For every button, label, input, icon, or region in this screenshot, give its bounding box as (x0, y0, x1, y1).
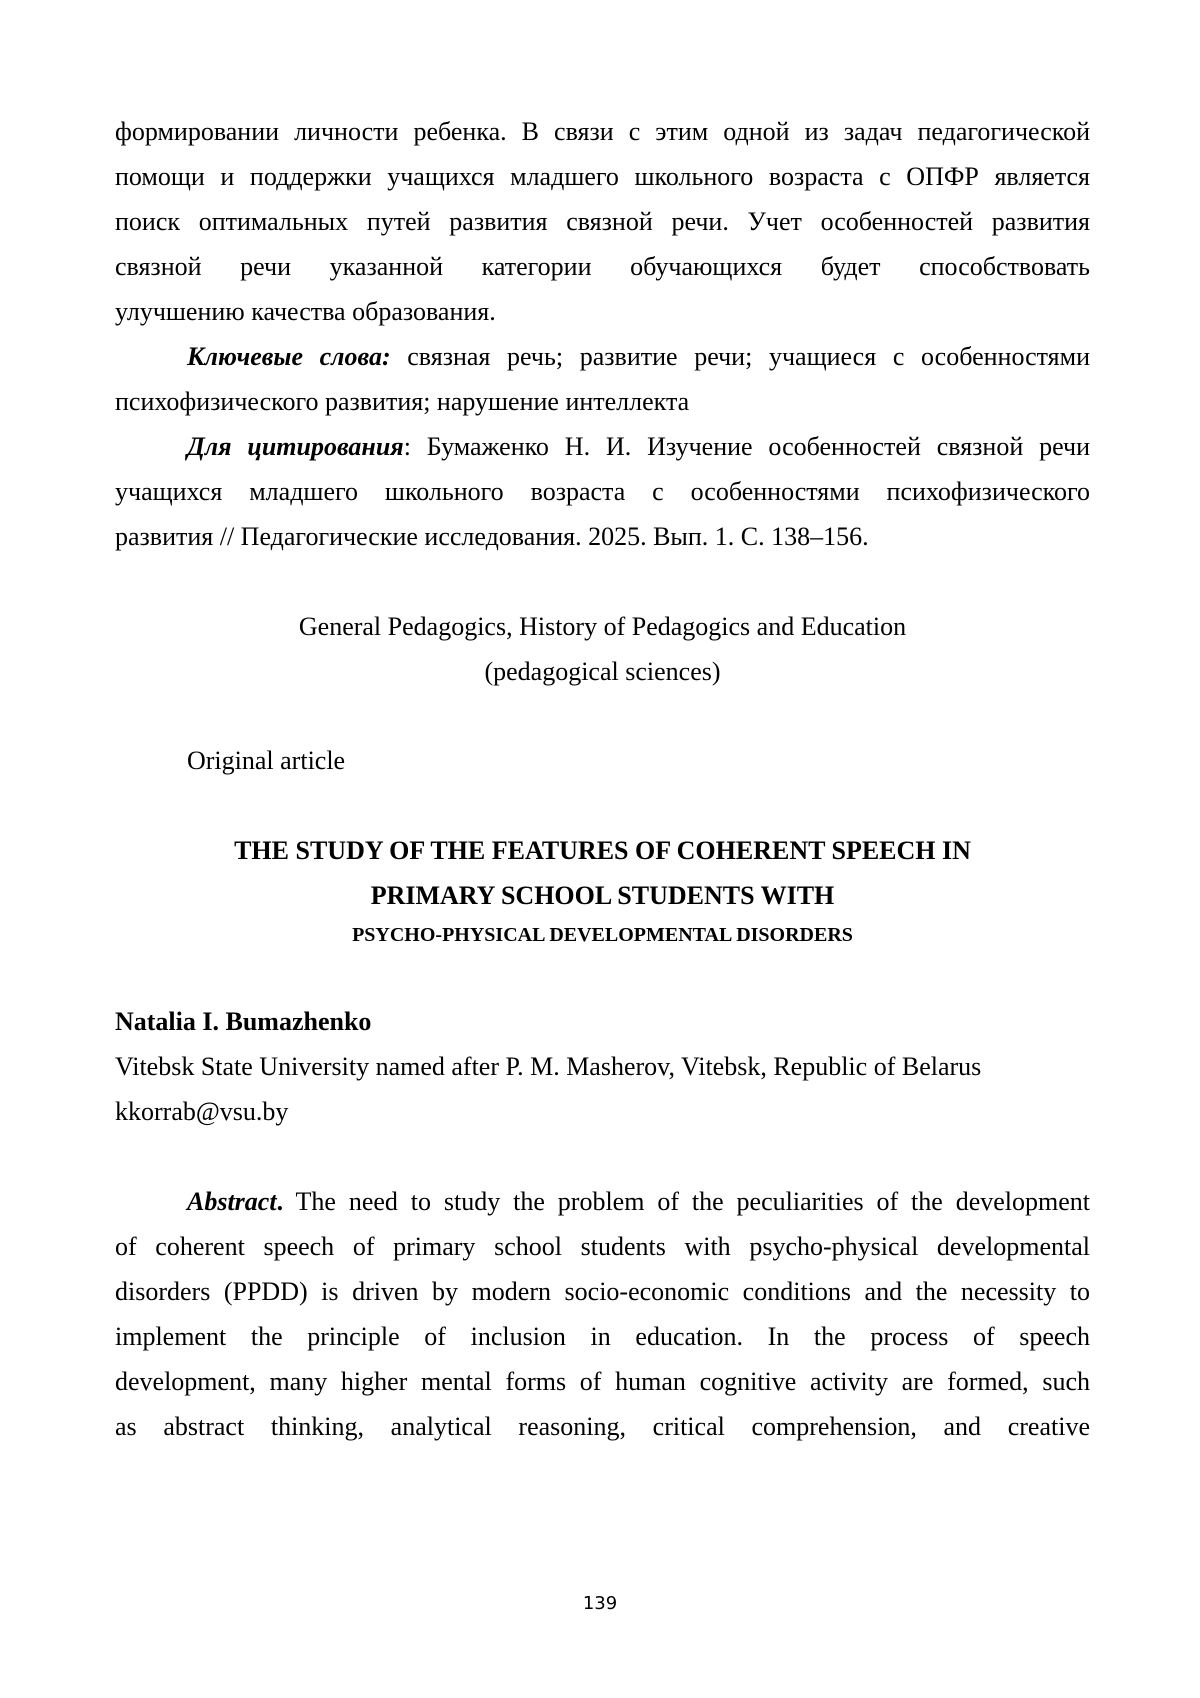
article-title-line: PRIMARY SCHOOL STUDENTS WITH (370, 881, 835, 910)
ru-paragraph-line: связной речи указанной категории обучающихся будет способствовать (115, 252, 1090, 281)
abstract-line: development, many higher mental forms of human cognitive activity are formed, such (115, 1367, 1090, 1396)
abstract-text: The need to study the problem of the peculiarities of the development (283, 1187, 1090, 1216)
abstract-line (115, 1177, 1090, 1226)
article-title-line: THE STUDY OF THE FEATURES OF COHERENT SPEECH IN (234, 836, 971, 865)
keywords-text: связная речь; развитие речи; учащиеся с особенностями (390, 342, 1090, 371)
keywords-label: Ключевые слова: (187, 342, 391, 371)
ru-paragraph-line: формировании личности ребенка. В связи с этим одной из задач педагогической (115, 117, 1090, 146)
abstract-line: disorders (PPDD) is driven by modern socio-economic conditions and the necessity to (115, 1277, 1090, 1306)
citation-text: : Бумаженко Н. И. Изучение особенностей связной речи (403, 432, 1091, 461)
ru-paragraph-line: помощи и поддержки учащихся младшего школьного возраста с ОПФР является (115, 162, 1090, 191)
article-type: Original article (187, 746, 346, 775)
citation-label: Для цитирования (187, 432, 404, 461)
author-name: Natalia I. Bumazhenko (115, 1007, 372, 1036)
citation-line: учащихся младшего школьного возраста с особенностями психофизического (115, 477, 1090, 506)
citation-line: развития // Педагогические исследования. 2025. Вып. 1. С. 138–156. (115, 522, 869, 551)
rubric-line: General Pedagogics, History of Pedagogics and Education (298, 612, 907, 641)
abstract-label-dot: . (276, 1187, 284, 1216)
keywords-line (115, 332, 1090, 381)
rubric-line: (pedagogical sciences) (484, 657, 721, 686)
page-number: 139 (582, 1593, 618, 1614)
author-affiliation: Vitebsk State University named after P. M. Masherov, Vitebsk, Republic of Belarus (115, 1052, 982, 1081)
abstract-line: implement the principle of inclusion in education. In the process of speech (115, 1322, 1090, 1351)
ru-paragraph-line: поиск оптимальных путей развития связной речи. Учет особенностей развития (115, 207, 1090, 236)
ru-paragraph-line: улучшению качества образования. (115, 297, 496, 326)
keywords-line: психофизического развития; нарушение интеллекта (115, 387, 690, 416)
author-email: kkorrab@vsu.by (115, 1097, 289, 1126)
citation-line (115, 422, 1090, 471)
article-title-line: PSYCHO-PHYSICAL DEVELOPMENTAL DISORDERS (352, 924, 853, 946)
abstract-line: of coherent speech of primary school students with psycho-physical developmental (115, 1232, 1090, 1261)
abstract-line: as abstract thinking, analytical reasoning, critical comprehension, and creative (115, 1412, 1090, 1441)
abstract-label: Abstract (187, 1187, 277, 1216)
